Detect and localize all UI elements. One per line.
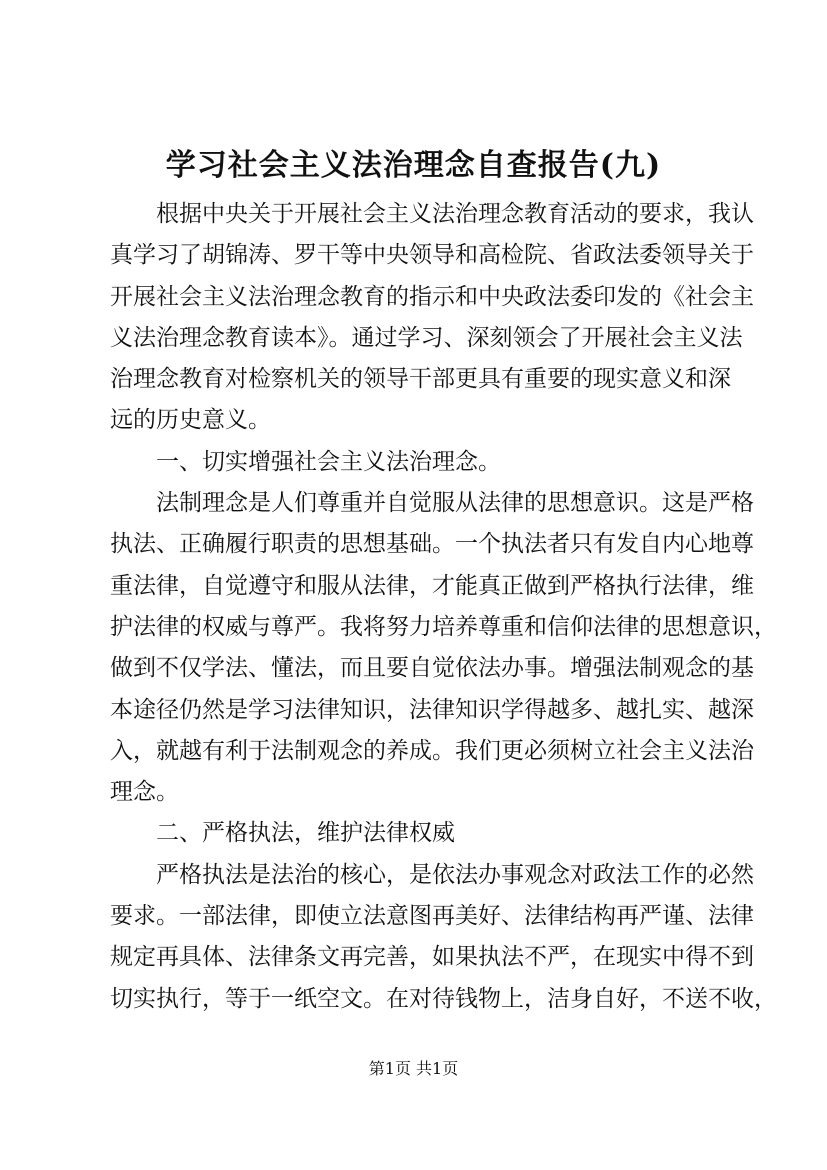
document-title: 学习社会主义法治理念自查报告(九) [165, 148, 662, 183]
text-line: 治理念教育对检察机关的领导干部更具有重要的现实意义和深 [110, 366, 731, 393]
text-line: 重法律，自觉遵守和服从法律，才能真正做到严格执行法律，维 [110, 572, 754, 599]
text-line: 开展社会主义法治理念教育的指示和中央政法委印发的《社会主 [110, 283, 754, 310]
text-line: 法制理念是人们尊重并自觉服从法律的思想意识。这是严格 [156, 490, 754, 517]
text-line: 切实执行，等于一纸空文。在对待钱物上，洁身自好，不送不收， [110, 985, 777, 1012]
text-line: 做到不仅学法、懂法，而且要自觉依法办事。增强法制观念的基 [110, 655, 754, 682]
text-line: 本途径仍然是学习法律知识，法律知识学得越多、越扎实、越深 [110, 696, 754, 723]
text-line: 执法、正确履行职责的思想基础。一个执法者只有发自内心地尊 [110, 531, 754, 558]
text-line: 真学习了胡锦涛、罗干等中央领导和高检院、省政法委领导关于 [110, 242, 754, 269]
text-line: 远的历史意义。 [110, 407, 271, 434]
text-line: 义法治理念教育读本》。通过学习、深刻领会了开展社会主义法 [110, 324, 743, 351]
text-line: 护法律的权威与尊严。我将努力培养尊重和信仰法律的思想意识， [110, 613, 777, 640]
document-body [110, 194, 777, 1020]
text-line: 要求。一部法律，即使立法意图再美好、法律结构再严谨、法律 [110, 903, 754, 930]
page-footer: 第1页 共1页 [368, 1059, 459, 1078]
text-line: 理念。 [110, 779, 179, 806]
text-line: 根据中央关于开展社会主义法治理念教育活动的要求，我认 [156, 201, 754, 227]
text-line: 二、严格执法，维护法律权威 [156, 820, 455, 847]
text-line: 严格执法是法治的核心，是依法办事观念对政法工作的必然 [156, 861, 754, 888]
text-line: 一、切实增强社会主义法治理念。 [156, 448, 501, 475]
text-line: 规定再具体、法律条文再完善，如果执法不严，在现实中得不到 [110, 944, 754, 971]
text-line: 入，就越有利于法制观念的养成。我们更必须树立社会主义法治 [110, 737, 754, 764]
